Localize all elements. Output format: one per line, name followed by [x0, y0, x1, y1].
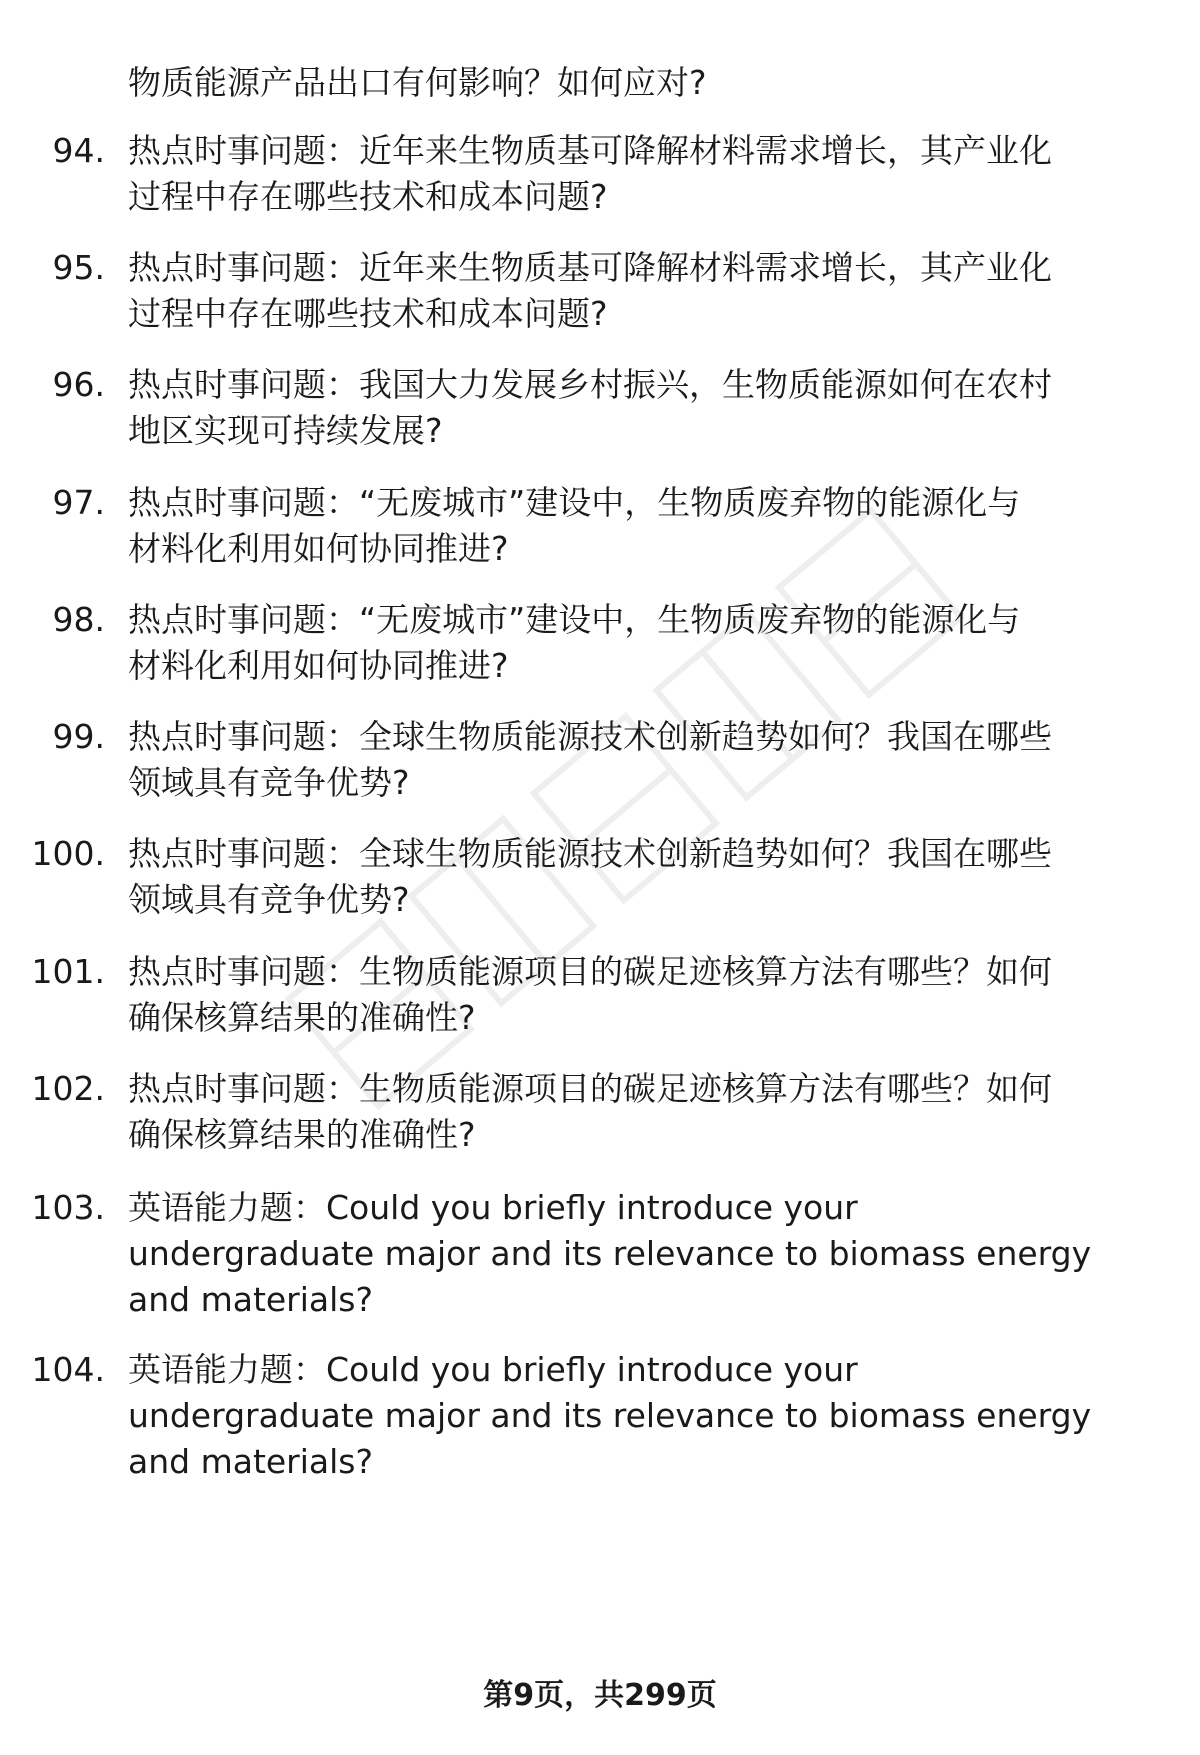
- item-line: 材料化利用如何协同推进?: [128, 646, 509, 685]
- list-item: [0, 480, 1200, 580]
- item-number: 104.: [31, 1350, 105, 1389]
- item-line: 英语能力题：Could you briefly introduce your: [128, 1350, 858, 1389]
- item-line: 热点时事问题：全球生物质能源技术创新趋势如何？我国在哪些: [128, 834, 1052, 873]
- item-text: [128, 597, 1148, 689]
- list-item: [0, 128, 1200, 228]
- item-line: 领域具有竞争优势?: [128, 763, 410, 802]
- list-item: [0, 949, 1200, 1049]
- item-number: 103.: [31, 1188, 105, 1227]
- item-number: 102.: [31, 1069, 105, 1108]
- page-footer: 第9页，共299页: [483, 1678, 717, 1713]
- item-text: [128, 831, 1148, 923]
- list-item: [0, 714, 1200, 814]
- item-line: 地区实现可持续发展?: [128, 411, 443, 450]
- item-line: 热点时事问题：近年来生物质基可降解材料需求增长，其产业化: [128, 131, 1052, 170]
- item-text: [128, 949, 1148, 1041]
- item-text: [128, 1185, 1148, 1323]
- item-line: 确保核算结果的准确性?: [128, 1115, 476, 1154]
- list-item: [0, 1185, 1200, 1335]
- list-item: [0, 597, 1200, 697]
- item-number: 98.: [52, 600, 105, 639]
- item-text: [128, 1347, 1148, 1485]
- item-number: 97.: [52, 483, 105, 522]
- item-text: [128, 480, 1148, 572]
- item-number: 94.: [52, 131, 105, 170]
- item-line: 热点时事问题：我国大力发展乡村振兴，生物质能源如何在农村: [128, 365, 1052, 404]
- item-text: [128, 128, 1148, 220]
- list-item: [0, 1347, 1200, 1497]
- item-number: 100.: [31, 834, 105, 873]
- item-text: [128, 1066, 1148, 1158]
- continuation-line: 物质能源产品出口有何影响？如何应对?: [128, 63, 707, 102]
- item-line: and materials?: [128, 1442, 374, 1481]
- item-text: [128, 714, 1148, 806]
- item-line: 热点时事问题：全球生物质能源技术创新趋势如何？我国在哪些: [128, 717, 1052, 756]
- item-text: [128, 245, 1148, 337]
- list-item: [0, 362, 1200, 462]
- item-line: 热点时事问题：“无废城市”建设中，生物质废弃物的能源化与: [128, 483, 1021, 522]
- item-number: 101.: [31, 952, 105, 991]
- item-line: 材料化利用如何协同推进?: [128, 529, 509, 568]
- list-item: [0, 831, 1200, 931]
- item-text: [128, 362, 1148, 454]
- list-item: [0, 245, 1200, 345]
- item-line: undergraduate major and its relevance to biomass energy: [128, 1234, 1092, 1273]
- item-number: 99.: [52, 717, 105, 756]
- item-line: 热点时事问题：“无废城市”建设中，生物质废弃物的能源化与: [128, 600, 1021, 639]
- item-line: 英语能力题：Could you briefly introduce your: [128, 1188, 858, 1227]
- item-line: 热点时事问题：近年来生物质基可降解材料需求增长，其产业化: [128, 248, 1052, 287]
- item-line: undergraduate major and its relevance to biomass energy: [128, 1396, 1092, 1435]
- item-line: 过程中存在哪些技术和成本问题?: [128, 177, 608, 216]
- item-line: 确保核算结果的准确性?: [128, 998, 476, 1037]
- list-item: [0, 1066, 1200, 1166]
- item-number: 95.: [52, 248, 105, 287]
- item-line: 过程中存在哪些技术和成本问题?: [128, 294, 608, 333]
- item-line: 热点时事问题：生物质能源项目的碳足迹核算方法有哪些？如何: [128, 952, 1052, 991]
- item-number: 96.: [52, 365, 105, 404]
- item-line: 热点时事问题：生物质能源项目的碳足迹核算方法有哪些？如何: [128, 1069, 1052, 1108]
- item-line: 领域具有竞争优势?: [128, 880, 410, 919]
- item-line: and materials?: [128, 1280, 374, 1319]
